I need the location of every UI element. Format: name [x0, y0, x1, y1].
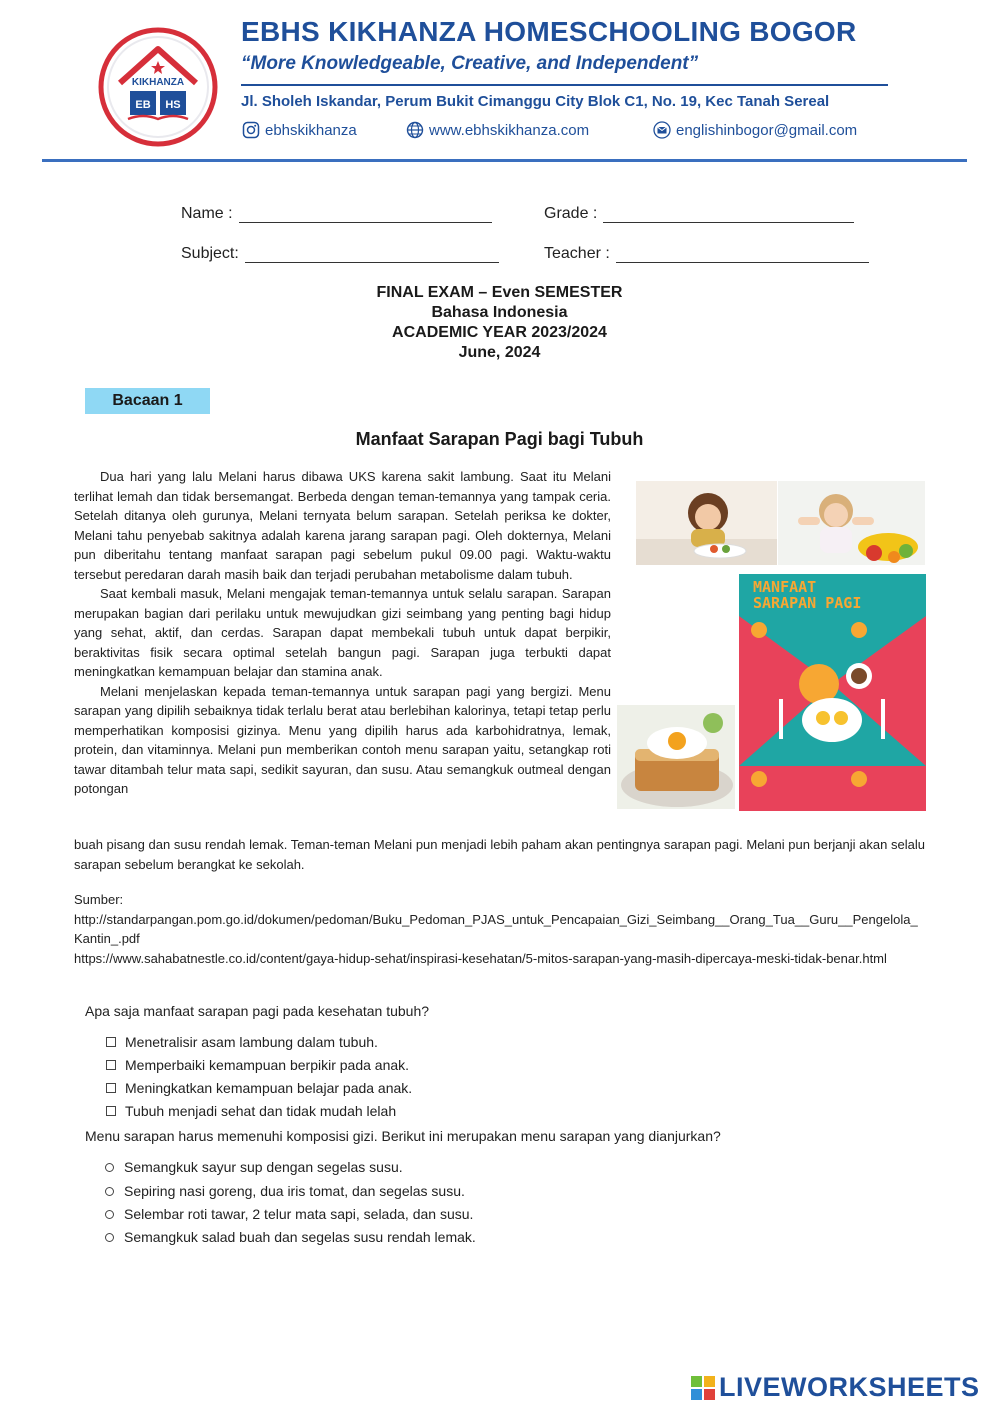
breakfast-infographic: [739, 574, 926, 811]
school-logo: [98, 27, 218, 147]
logo-right-letters: HS: [165, 99, 181, 111]
option-label: Tubuh menjadi sehat dan tidak mudah lelah: [125, 1103, 397, 1119]
article-body: [74, 467, 611, 799]
name-blank[interactable]: [239, 206, 492, 223]
header-rule: [241, 84, 888, 86]
source-link-1[interactable]: http://standarpangan.pom.go.id/dokumen/pedoman/Buku_Pedoman_PJAS_untuk_Pencapaian_Gizi_Seimbang__Orang_Tua__Guru__Pengelola_Kantin_.pdf: [74, 911, 918, 946]
section-tag: Bacaan 1: [85, 388, 210, 414]
option-label: Semangkuk sayur sup dengan segelas susu.: [124, 1159, 403, 1175]
question-2-text: Menu sarapan harus memenuhi komposisi gizi. Berikut ini merupakan menu sarapan yang dianjurkan?: [85, 1128, 721, 1144]
subject-label: Subject:: [181, 245, 239, 262]
grade-blank[interactable]: [603, 206, 854, 223]
email-icon: [653, 121, 671, 139]
article-title: Manfaat Sarapan Pagi bagi Tubuh: [355, 429, 644, 449]
name-field: [181, 205, 492, 223]
source-link-2[interactable]: https://www.sahabatnestle.co.id/content/gaya-hidup-sehat/inspirasi-kesehatan/5-mitos-sarapan-yang-masih-dipercaya-meski-tidak-benar.html: [74, 950, 887, 966]
school-name: EBHS KIKHANZA HOMESCHOOLING BOGOR: [241, 16, 857, 47]
website-contact: [406, 121, 589, 139]
exam-title-block: [0, 283, 999, 363]
subject-blank[interactable]: [245, 246, 499, 263]
teacher-field: [544, 245, 869, 263]
option-label: Meningkatkan kemampuan belajar pada anak.: [125, 1080, 413, 1096]
name-label: Name :: [181, 205, 233, 222]
instagram-contact: [242, 121, 357, 139]
happy-girl-fruit-photo: [778, 481, 925, 565]
school-address: Jl. Sholeh Iskandar, Perum Bukit Cimanggu City Blok C1, No. 19, Kec Tanah Sereal: [241, 93, 830, 110]
liveworksheets-logo: [690, 1372, 980, 1403]
instagram-icon: [242, 121, 260, 139]
globe-icon: [406, 121, 424, 139]
question-1-option-3[interactable]: [106, 1080, 412, 1096]
teacher-blank[interactable]: [616, 246, 869, 263]
question-2-option-2[interactable]: [105, 1183, 465, 1199]
article-paragraph-1: Dua hari yang lalu Melani harus dibawa UKS karena sakit lambung. Saat itu Melani terlihat lemah dan tidak bersemangat. Berbeda dengan teman-temannya yang tampak ceria. Setelah ditanya oleh gurunya, Melani ternyata belum sarapan. Setelah periksa ke dokter, Melani tahu penyebab sakitnya adalah karena jarang sarapan pagi. Oleh dokternya, Melani pun diberitahu tentang manfaat sarapan pagi sebelum pukul 09.00 pagi. Waktu-waktu tersebut peredaran darah masih baik dan terjadi perubahan metabolisme dalam tubuh.: [74, 469, 611, 582]
toast-egg-photo: [617, 705, 735, 809]
question-1-option-1[interactable]: [106, 1034, 378, 1050]
question-2-option-4[interactable]: [105, 1229, 476, 1245]
sad-girl-photo: [636, 481, 777, 565]
option-label: Memperbaiki kemampuan berpikir pada anak.: [125, 1057, 410, 1073]
infographic-title-2: SARAPAN PAGI: [753, 594, 862, 612]
article-paragraph-2: Saat kembali masuk, Melani mengajak teman-temannya untuk selalu sarapan. Sarapan merupakan bagian dari perilaku untuk mewujudkan gizi seimbang yang penting bagi hidup yang sehat, aktif, dan cerdas. Sarapan dapat membekali tubuh untuk dapat berpikir, beraktivitas fisik secara optimal setelah bangun pagi. Sarapan juga terbukti dapat meningkatkan kemampuan belajar dan stamina anak.: [74, 586, 611, 679]
radio-button[interactable]: [105, 1233, 114, 1242]
checkbox[interactable]: [106, 1037, 116, 1047]
email-address: englishinbogor@gmail.com: [676, 121, 858, 139]
subject-field: [181, 245, 499, 263]
grade-label: Grade :: [544, 205, 598, 222]
infographic-title-1: MANFAAT: [753, 578, 817, 596]
logo-left-letters: EB: [135, 99, 151, 111]
email-contact: [653, 121, 857, 139]
option-label: Selembar roti tawar, 2 telur mata sapi, selada, dan susu.: [124, 1206, 474, 1222]
instagram-handle: ebhskikhanza: [265, 121, 357, 139]
article-paragraph-3: Melani menjelaskan kepada teman-temannya untuk sarapan pagi yang bergizi. Menu sarapan yang dipilih sebaiknya tidak terlalu berat atau berlebihan kalorinya, tetapi tetap perlu memperhatikan komposisi gizinya. Menu yang dipilih harus ada karbohidratnya, lemak, protein, dan vitaminnya. Melani pun memberikan contoh menu sarapan yaitu, setangkap roti tawar ditambah telur mata sapi, sedikit sayuran, dan susu. Atau semangkuk outmeal dengan potongan: [74, 683, 611, 796]
checkbox[interactable]: [106, 1106, 116, 1116]
radio-button[interactable]: [105, 1163, 114, 1172]
sources-block: [74, 890, 925, 968]
checkbox[interactable]: [106, 1083, 116, 1093]
grade-field: [544, 205, 854, 223]
article-paragraph-3-continued: buah pisang dan susu rendah lemak. Teman-teman Melani pun menjadi lebih paham akan pentingnya sarapan pagi. Melani pun berjanji akan selalu sarapan sebelum berangkat ke sekolah.: [74, 837, 925, 872]
radio-button[interactable]: [105, 1210, 114, 1219]
header-divider: [42, 159, 967, 162]
school-motto: “More Knowledgeable, Creative, and Independent”: [241, 53, 699, 74]
option-label: Menetralisir asam lambung dalam tubuh.: [125, 1034, 378, 1050]
checkbox[interactable]: [106, 1060, 116, 1070]
exam-title-line1: FINAL EXAM – Even SEMESTER: [376, 284, 623, 301]
question-2-option-3[interactable]: [105, 1206, 473, 1222]
website-url: www.ebhskikhanza.com: [429, 121, 590, 139]
question-1-option-4[interactable]: [106, 1103, 396, 1119]
exam-title-line3: ACADEMIC YEAR 2023/2024: [392, 324, 607, 341]
option-label: Sepiring nasi goreng, dua iris tomat, dan segelas susu.: [124, 1183, 465, 1199]
sources-label: Sumber:: [74, 892, 124, 907]
question-1-text: Apa saja manfaat sarapan pagi pada kesehatan tubuh?: [85, 1003, 430, 1019]
teacher-label: Teacher :: [544, 245, 610, 262]
liveworksheets-brand: LIVEWORKSHEETS: [719, 1372, 980, 1402]
exam-title-line2: Bahasa Indonesia: [431, 304, 568, 321]
liveworksheets-grid-icon: [690, 1375, 716, 1401]
exam-title-line4: June, 2024: [458, 344, 541, 361]
logo-brand-text: KIKHANZA: [131, 77, 185, 88]
radio-button[interactable]: [105, 1187, 114, 1196]
option-label: Semangkuk salad buah dan segelas susu rendah lemak.: [124, 1229, 476, 1245]
question-2-option-1[interactable]: [105, 1159, 403, 1175]
question-1-option-2[interactable]: [106, 1057, 409, 1073]
